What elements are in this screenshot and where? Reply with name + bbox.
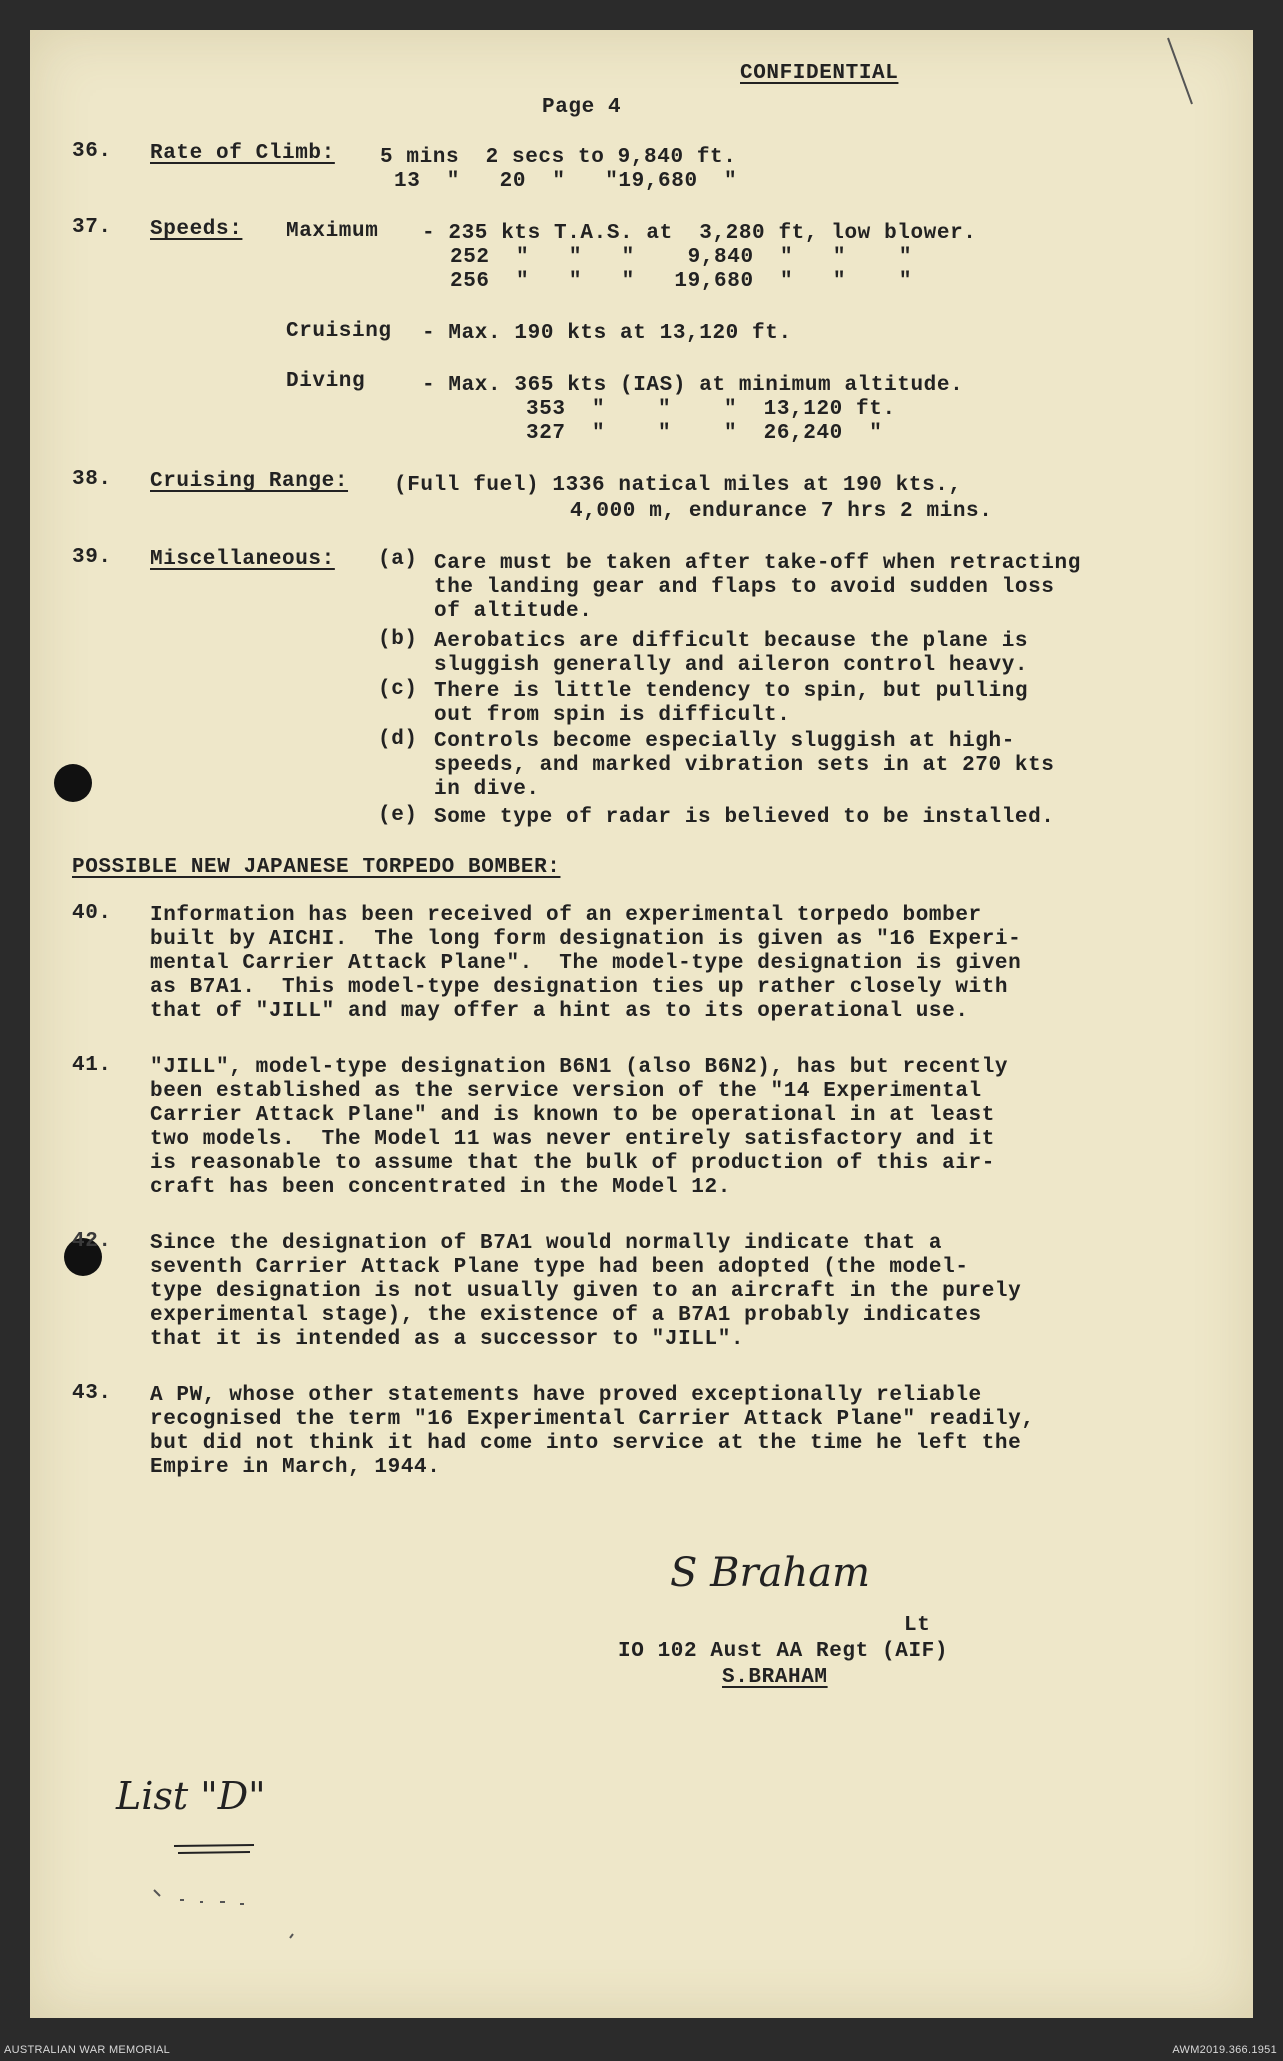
para-42-line-3: type designation is not usually given to an aircraft in the purely bbox=[150, 1280, 1022, 1303]
item-number: 42. bbox=[72, 1230, 112, 1253]
dive-speed-line-3: 327 " " " 26,240 " bbox=[526, 422, 883, 445]
misc-e-line-1: Some type of radar is believed to be installed. bbox=[434, 806, 1055, 829]
rate-of-climb-label: Rate of Climb: bbox=[150, 142, 335, 165]
item-number: 38. bbox=[72, 468, 112, 491]
item-number: 40. bbox=[72, 902, 112, 925]
misc-c-line-2: out from spin is difficult. bbox=[434, 704, 791, 727]
para-42-line-5: that it is intended as a successor to "JILL". bbox=[150, 1328, 745, 1351]
misc-d-line-3: in dive. bbox=[434, 778, 540, 801]
para-40-line-1: Information has been received of an experimental torpedo bomber bbox=[150, 904, 982, 927]
para-43-line-2: recognised the term "16 Experimental Carrier Attack Plane" readily, bbox=[150, 1408, 1035, 1431]
signature-name: S.BRAHAM bbox=[722, 1666, 828, 1689]
misc-e-key: (e) bbox=[378, 804, 418, 827]
para-40-line-3: mental Carrier Attack Plane". The model-type designation is given bbox=[150, 952, 1022, 975]
para-43-line-3: but did not think it had come into service at the time he left the bbox=[150, 1432, 1022, 1455]
item-number: 39. bbox=[72, 546, 112, 569]
para-40-line-4: as B7A1. This model-type designation ties up rather closely with bbox=[150, 976, 1009, 999]
para-43-line-4: Empire in March, 1944. bbox=[150, 1456, 441, 1479]
page-number: Page 4 bbox=[542, 96, 622, 119]
misc-a-line-2: the landing gear and flaps to avoid sudden loss bbox=[434, 576, 1055, 599]
miscellaneous-label: Miscellaneous: bbox=[150, 548, 335, 571]
handwritten-list-annotation: List "D" bbox=[116, 1774, 266, 1818]
item-number: 43. bbox=[72, 1382, 112, 1405]
corner-mark bbox=[1164, 34, 1204, 114]
para-41-line-2: been established as the service version of the "14 Experimental bbox=[150, 1080, 982, 1103]
misc-c-line-1: There is little tendency to spin, but pulling bbox=[434, 680, 1029, 703]
dive-speed-line-1: - Max. 365 kts (IAS) at minimum altitude. bbox=[422, 374, 964, 397]
para-41-line-4: two models. The Model 11 was never entirely satisfactory and it bbox=[150, 1128, 995, 1151]
para-42-line-4: experimental stage), the existence of a B7A1 probably indicates bbox=[150, 1304, 982, 1327]
speeds-label: Speeds: bbox=[150, 218, 243, 241]
para-41-line-6: craft has been concentrated in the Model 12. bbox=[150, 1176, 731, 1199]
item-number: 37. bbox=[72, 216, 112, 239]
handwritten-signature: S Braham bbox=[670, 1550, 871, 1596]
section-heading: POSSIBLE NEW JAPANESE TORPEDO BOMBER: bbox=[72, 856, 561, 879]
max-speed-line-2: 252 " " " 9,840 " " " bbox=[450, 246, 913, 269]
max-speed-line-1: - 235 kts T.A.S. at 3,280 ft, low blower. bbox=[422, 222, 977, 245]
cruising-label: Cruising bbox=[286, 320, 392, 343]
misc-b-key: (b) bbox=[378, 628, 418, 651]
signature-rank: Lt bbox=[904, 1614, 931, 1637]
signature-unit: IO 102 Aust AA Regt (AIF) bbox=[618, 1640, 949, 1663]
para-41-line-1: "JILL", model-type designation B6N1 (also B6N2), has but recently bbox=[150, 1056, 1009, 1079]
archive-reference: AWM2019.366.1951 bbox=[1172, 2044, 1277, 2056]
annotation-underline bbox=[170, 1840, 270, 1860]
misc-d-line-1: Controls become especially sluggish at high- bbox=[434, 730, 1015, 753]
misc-a-line-3: of altitude. bbox=[434, 600, 593, 623]
dive-speed-line-2: 353 " " " 13,120 ft. bbox=[526, 398, 896, 421]
misc-a-key: (a) bbox=[378, 548, 418, 571]
item-number: 36. bbox=[72, 140, 112, 163]
punch-hole-top bbox=[54, 764, 92, 802]
climb-line-2: 13 " 20 " "19,680 " bbox=[394, 170, 738, 193]
item-number: 41. bbox=[72, 1054, 112, 1077]
stray-pencil-marks bbox=[150, 1880, 350, 1940]
para-40-line-2: built by AICHI. The long form designation is given as "16 Experi- bbox=[150, 928, 1022, 951]
para-40-line-5: that of "JILL" and may offer a hint as to its operational use. bbox=[150, 1000, 969, 1023]
archive-credit: AUSTRALIAN WAR MEMORIAL bbox=[4, 2044, 171, 2056]
range-line-1: (Full fuel) 1336 natical miles at 190 kts., bbox=[394, 474, 962, 497]
para-42-line-2: seventh Carrier Attack Plane type had been adopted (the model- bbox=[150, 1256, 969, 1279]
classification-label: CONFIDENTIAL bbox=[740, 62, 899, 85]
cruising-speed: - Max. 190 kts at 13,120 ft. bbox=[422, 322, 792, 345]
climb-line-1: 5 mins 2 secs to 9,840 ft. bbox=[380, 146, 737, 169]
para-43-line-1: A PW, whose other statements have proved exceptionally reliable bbox=[150, 1384, 982, 1407]
misc-b-line-2: sluggish generally and aileron control heavy. bbox=[434, 654, 1029, 677]
para-41-line-3: Carrier Attack Plane" and is known to be operational in at least bbox=[150, 1104, 995, 1127]
max-speed-line-3: 256 " " " 19,680 " " " bbox=[450, 270, 913, 293]
para-42-line-1: Since the designation of B7A1 would normally indicate that a bbox=[150, 1232, 943, 1255]
range-line-2: 4,000 m, endurance 7 hrs 2 mins. bbox=[570, 500, 993, 523]
cruising-range-label: Cruising Range: bbox=[150, 470, 349, 493]
misc-d-key: (d) bbox=[378, 728, 418, 751]
misc-a-line-1: Care must be taken after take-off when retracting bbox=[434, 552, 1081, 575]
diving-label: Diving bbox=[286, 370, 366, 393]
misc-b-line-1: Aerobatics are difficult because the plane is bbox=[434, 630, 1029, 653]
para-41-line-5: is reasonable to assume that the bulk of production of this air- bbox=[150, 1152, 995, 1175]
maximum-label: Maximum bbox=[286, 220, 379, 243]
misc-d-line-2: speeds, and marked vibration sets in at 270 kts bbox=[434, 754, 1055, 777]
misc-c-key: (c) bbox=[378, 678, 418, 701]
